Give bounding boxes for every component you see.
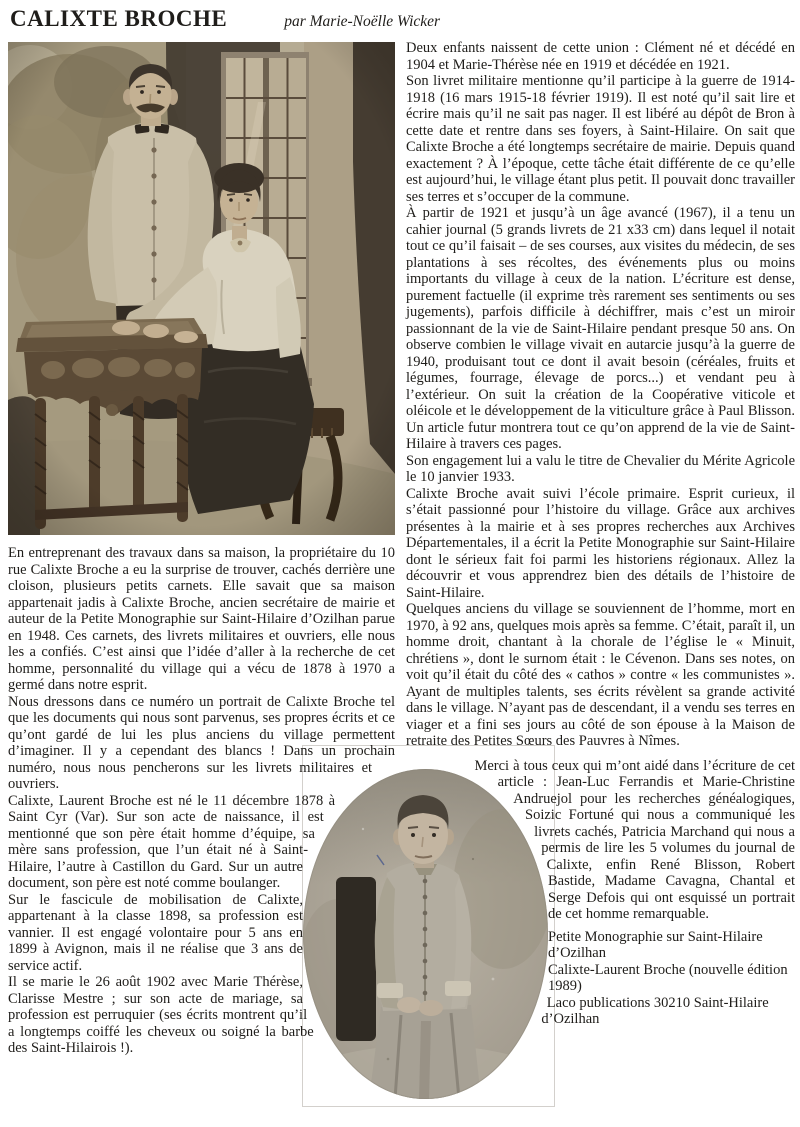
paragraph: Calixte Broche avait suivi l’école primaire. Esprit curieux, il s’était passionné pour l’histoire du village. Grâce aux archives présentes à la mairie et à ses propres recherches aux Archives Départementales, il a écrit la Petite Monographie sur Saint-Hilaire dont le sérieux fait foi parmi les historiens régionaux. Allez la découvrir et vous apprendrez bien des détails de l’histoire de Saint-Hilaire.: [406, 485, 795, 601]
couple-photo: [8, 42, 395, 535]
paragraph: Calixte, Laurent Broche est né le 11 décembre 1878 à Saint Cyr (Var). Sur son acte de naissance, il est mentionné que son père était homme d’équipe, sa mère sans profession, que l’un était né à Saint-Hilaire, l’autre à Castillon du Gard. Sur un autre document, son père est noté comme boulanger.: [8, 792, 336, 891]
paragraph: Son livret militaire mentionne qu’il participe à la guerre de 1914-1918 (16 mars 1915-18 février 1919). Il est noté qu’il sait lire et écrire mais qu’il ne sait pas nager. Il est libéré au dépôt de Bron à cette date et rentre dans ses foyers, à Saint-Hilaire. On sait que Calixte Broche a été longtemps secrétaire de mairie. Depuis quand exactement ? À l’époque, cette tâche était différente de ce qu’elle est aujourd’hui, le village étant plus petit. Il pouvait donc travailler ses terres et s’occuper de la commune.: [406, 73, 795, 205]
boy-photo-illustration: [303, 769, 548, 1099]
couple-photo-illustration: [8, 42, 395, 535]
paragraph: Sur le fascicule de mobilisation de Calixte, appartenant à la classe 1898, sa profession est vannier. Il est engagé volontaire pour 5 ans en 1899 à Avignon, mais il ne réalise que 3 ans de service actif.: [8, 891, 303, 974]
article-header: [10, 6, 440, 32]
reference-line: Laco publications 30210 Saint-Hilaire d’Ozilhan: [541, 994, 769, 1027]
paragraph: En entreprenant des travaux dans sa maison, la propriétaire du 10 rue Calixte Broche a eu la surprise de trouver, cachés derrière une cloison, plusieurs petits carnets. Elle savait que sa maison appartenait jadis à Calixte Broche, ancien secrétaire de mairie et auteur de la Petite Monographie sur Saint-Hilaire d’Ozilhan parue en 1948. Ces carnets, des livrets militaires et ouvriers, elle nous les a confiés. C’est ainsi que l’idée d’aller à la recherche de cet homme, personnalité du village qui a vécu de 1878 à 1970 a germé dans notre esprit.: [8, 545, 395, 693]
paragraph: À partir de 1921 et jusqu’à un âge avancé (1967), il a tenu un cahier journal (5 grands livrets de 21 x33 cm) dans lequel il notait tout ce qu’il faisait – de ses courses, aux visites du médecin, de ses plantations à ses récoltes, des événements plus ou moins importants du village à ceux de la nation. L’écriture est dense, purement factuelle (il exprime très rarement ses sentiments ou ses jugements), parfois difficile à déchiffrer, mais c’est un miroir passionnant de la vie de Saint-Hilaire pendant presque 50 ans. On observe combien le village vivait en autarcie jusqu’à la guerre de 1940, produisant tout ce dont il avait besoin (céréales, fruits et légumes, fourrage, élevage de porcs...) et vendant peu à l’extérieur. On suit la création de la Coopérative viticole et oléicole et le développement de la viticulture grâce à Paul Blisson. Un article futur montrera tout ce qu’on apprend de la vie de Saint-Hilaire à travers ces pages.: [406, 205, 795, 452]
reference-line: Petite Monographie sur Saint-Hilaire d’Ozilhan: [548, 928, 763, 961]
byline: par Marie-Noëlle Wicker: [284, 13, 441, 30]
acknowledgements: Merci à tous ceux qui m’ont aidé dans l’écriture de cet article : Jean-Luc Ferrandis et Marie-Christine Andruejol pour les recherches généalogiques, Soizic Fortuné qui nous a communiqué les livrets cachés, Patricia Marchand qui nous a permis de lire les 5 volumes du journal de Calixte, enfin René Blisson, Robert Bastide, Madame Cavagna, Chantal et Serge Defois qui ont esquissé un portrait de cet homme remarquable.: [474, 757, 795, 922]
paragraph: Quelques anciens du village se souviennent de l’homme, mort en 1970, à 92 ans, quelques mois après sa femme. C’était, paraît il, un homme droit, chantant à la chorale de l’église le « Minuit, chrétiens », dont le surnom était : le Cévenon. Dans ses notes, on voit qu’il était du côté des « cathos » contre « les communistes ». Ayant de multiples talents, ses écrits révèlent sa grande activité dans le village. N’ayant pas de descendant, il a vendu ses terres en viager et a fini ses jours au côté de son épouse à la Maison de retraite des Petites Sœurs des Pauvres à Nîmes.: [406, 601, 795, 749]
boy-photo: [303, 769, 548, 1099]
page-title: CALIXTE BROCHE: [10, 6, 228, 31]
paragraph: Il se marie le 26 août 1902 avec Marie Thérèse, Clarisse Mestre ; sur son acte de mariage, sa profession est perruquier (ses écrits montrent qu’il a longtemps coiffé les cheveux ou soigné la barbe des Saint-Hilairois !).: [8, 974, 314, 1056]
paragraph: Nous dressons dans ce numéro un portrait de Calixte Broche tel que les documents qui nous sont parvenus, ses propres écrits et ce qu’ont gardé de lui les plus anciens du village permettent d’imaginer. Il y a cependant des blancs ! Dans un prochain numéro, nous nous pencherons sur les livrets militaires et ouvriers.: [8, 693, 395, 792]
paragraph: Son engagement lui a valu le titre de Chevalier du Mérite Agricole le 10 janvier 1933.: [406, 452, 795, 485]
paragraph: Deux enfants naissent de cette union : Clément né et décédé en 1904 et Marie-Thérèse née en 1919 et décédée en 1921.: [406, 40, 795, 73]
reference-line: Calixte-Laurent Broche (nouvelle édition 1989): [548, 961, 788, 994]
